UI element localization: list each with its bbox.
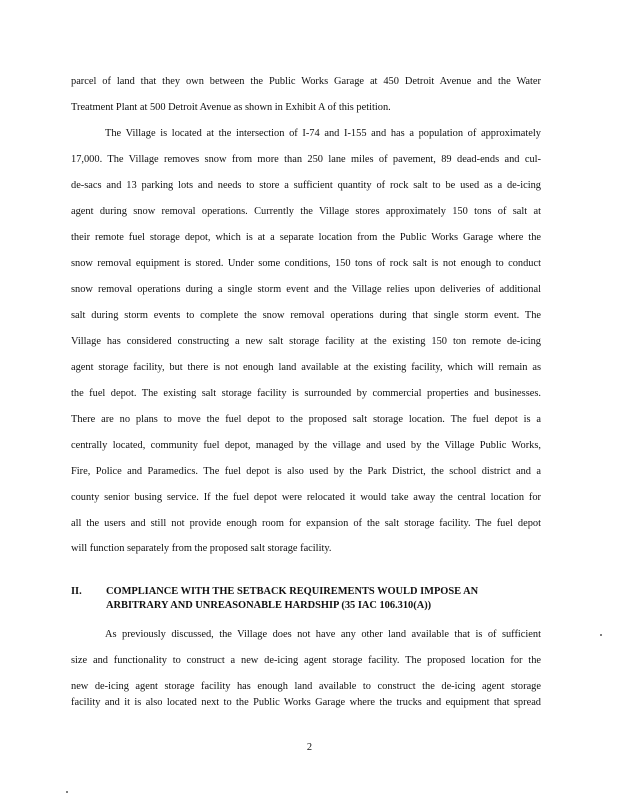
text-line: The Village is located at the intersection of I-74 and I-155 and has a population of approximately bbox=[105, 128, 541, 139]
text-line: new de-icing agent storage facility has enough land available to construct the de-icing agent storage bbox=[71, 681, 541, 692]
page-number: 2 bbox=[306, 742, 313, 753]
text-line: agent storage facility, but there is not enough land available at the existing facility, which will remain as bbox=[71, 362, 541, 373]
scan-speck bbox=[66, 791, 68, 793]
text-line: 17,000. The Village removes snow from more than 250 lane miles of pavement, 89 dead-ends and cul- bbox=[71, 154, 541, 165]
text-line: centrally located, community fuel depot, managed by the village and used by the Village Public Works, bbox=[71, 440, 541, 451]
text-line: parcel of land that they own between the Public Works Garage at 450 Detroit Avenue and the Water bbox=[71, 76, 541, 87]
text-line: snow removal operations during a single storm event and the Village relies upon deliveries of additional bbox=[71, 284, 541, 295]
text-line: Village has considered constructing a new salt storage facility at the existing 150 ton remote de-icing bbox=[71, 336, 541, 347]
text-line: Fire, Police and Paramedics. The fuel depot is also used by the Park District, the school district and a bbox=[71, 466, 541, 477]
text-line: will function separately from the proposed salt storage facility. bbox=[71, 543, 332, 554]
text-line: the fuel depot. The existing salt storage facility is surrounded by commercial properties and businesses. bbox=[71, 388, 541, 399]
text-line: snow removal equipment is stored. Under some conditions, 150 tons of rock salt is not enough to conduct bbox=[71, 258, 541, 269]
section-number: II. bbox=[71, 586, 82, 597]
text-line: all the users and still not provide enough room for expansion of the salt storage facility. The fuel depot bbox=[71, 518, 541, 529]
text-line: Treatment Plant at 500 Detroit Avenue as shown in Exhibit A of this petition. bbox=[71, 102, 391, 113]
text-line: size and functionality to construct a new de-icing agent storage facility. The proposed location for the bbox=[71, 655, 541, 666]
text-line: county senior busing service. If the fuel depot were relocated it would take away the central location for bbox=[71, 492, 541, 503]
text-line: As previously discussed, the Village does not have any other land available that is of sufficient bbox=[105, 629, 541, 640]
text-line: salt during storm events to complete the snow removal operations during that single storm event. The bbox=[71, 310, 541, 321]
section-title-line: ARBITRARY AND UNREASONABLE HARDSHIP (35 IAC 106.310(A)) bbox=[106, 600, 432, 611]
text-line: their remote fuel storage depot, which is at a separate location from the Public Works Garage where the bbox=[71, 232, 541, 243]
scan-speck bbox=[600, 634, 602, 636]
text-line: agent during snow removal operations. Currently the Village stores approximately 150 tons of salt at bbox=[71, 206, 541, 217]
section-title-line: COMPLIANCE WITH THE SETBACK REQUIREMENTS WOULD IMPOSE AN bbox=[106, 586, 479, 597]
text-line: There are no plans to move the fuel depot to the proposed salt storage location. The fuel depot is a bbox=[71, 414, 541, 425]
text-line: de-sacs and 13 parking lots and needs to store a sufficient quantity of rock salt to be used as a de-icing bbox=[71, 180, 541, 191]
text-line: facility and it is also located next to the Public Works Garage where the trucks and equipment that spread bbox=[71, 697, 541, 708]
